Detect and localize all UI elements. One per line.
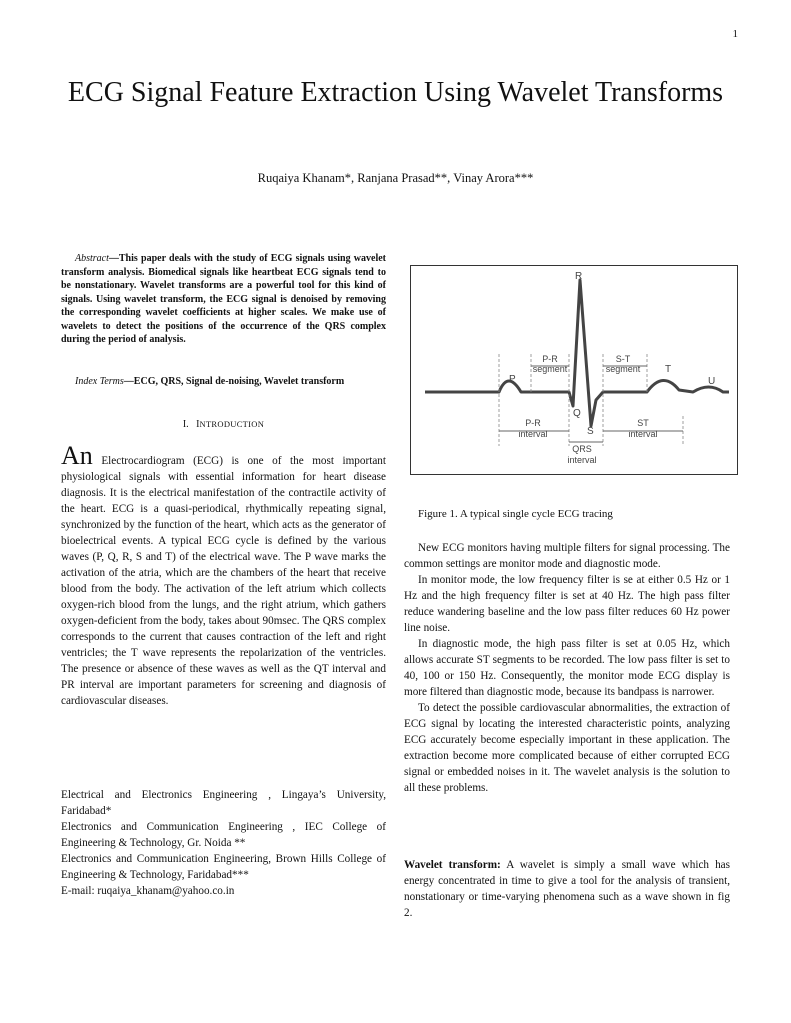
label-t: T: [665, 364, 672, 375]
index-terms: [61, 375, 386, 389]
intro-text: Electrocardiogram (ECG) is one of the most important physiological signals with essential information for heart disease diagnosis. It is the electrical manifestation of the contractile activity of the heart. ECG is a quasi-periodical, rhythmically repeating signal, synchronized by the function of the heart, which acts as the generator of bioelectrical events. A typical ECG cycle is defined by the various waves (P, Q, R, S and T) of the electrical wave. The P wave marks the activation of the atria, which are the chambers of the heart that receive blood from the body. The activation of the left atrium which collects oxygen-rich blood from the lungs, and the right atrium, which gathers oxygen-deficient from the body, takes about 90msec. The QRS complex corresponds to the current that causes contraction of the left and right ventricles; the T wave represents the repolarization of the ventricles. The presence or absence of these waves as well as the QT interval and PR interval are important parameters for screening and diagnosis of cardiovascular diseases.: [61, 455, 386, 707]
label-st-interval-1: ST: [637, 418, 649, 428]
label-u: U: [708, 376, 716, 387]
label-st-segment-1: S-T: [615, 354, 631, 364]
abstract-text: This paper deals with the study of ECG signals using wavelet transform analysis. Biomedical signals like heartbeat ECG signals tend to be nonstationary. Wavelet transforms are a powerful tool for this kind of signals. Using wavelet transform, the ECG signal is denoised by removing the corresponding wavelet coefficients at higher scales. We make use of wavelets to detect the positions of the occurrence of the QRS complex during the period of analysis.: [61, 253, 386, 345]
section-number: I.: [182, 419, 189, 430]
paragraph-diagnostic-mode: In diagnostic mode, the high pass filter is set at 0.05 Hz, which allows accurate ST segments to be recorded. The low pass filter is set to 40, 100 or 150 Hz. Consequently, the monitor mode ECG display is more filtered than diagnostic mode, because its bandpass is narrower.: [404, 638, 730, 698]
wavelet-heading: Wavelet transform:: [404, 859, 501, 871]
wavelet-text: A wavelet is simply a small wave which has energy concentrated in time to give a tool for the analysis of transient, nonstationary or time-varying phenomena such as a wave shown in fig 2.: [404, 859, 730, 919]
label-r: R: [575, 271, 583, 282]
paper-title: ECG Signal Feature Extraction Using Wavelet Transforms: [67, 77, 724, 108]
ecg-diagram: [411, 266, 737, 474]
affiliation-email: E-mail: ruqaiya_khanam@yahoo.co.in: [61, 885, 235, 897]
label-q: Q: [573, 408, 581, 419]
affiliation-1: Electrical and Electronics Engineering , Lingaya’s University, Faridabad*: [61, 789, 386, 817]
paragraph-monitors: New ECG monitors having multiple filters for signal processing. The common settings are monitor mode and diagnostic mode.: [404, 542, 730, 570]
section-heading: [61, 419, 386, 430]
page-number: 1: [732, 28, 738, 40]
label-pr-interval-2: interval: [518, 429, 548, 439]
right-column-text: [404, 540, 730, 796]
wave-labels: [509, 271, 715, 437]
label-s: S: [587, 426, 594, 437]
abstract-label: Abstract: [75, 253, 109, 264]
index-terms-dash: —: [123, 376, 134, 387]
label-pr-segment-2: segment: [532, 364, 568, 374]
section-title-rest: NTRODUCTION: [199, 419, 265, 429]
figure-caption: Figure 1. A typical single cycle ECG tracing: [418, 508, 613, 520]
author-list: Ruqaiya Khanam*, Ranjana Prasad**, Vinay Arora***: [257, 171, 534, 185]
ecg-waveform: [425, 280, 729, 426]
abstract-dash: —: [108, 253, 119, 264]
label-p: P: [509, 374, 516, 385]
label-st-interval-2: interval: [628, 429, 658, 439]
index-terms-text: ECG, QRS, Signal de-noising, Wavelet transform: [133, 376, 345, 387]
affiliation-2: Electronics and Communication Engineering , IEC College of Engineering & Technology, Gr. Noida **: [61, 821, 386, 849]
abstract: [61, 252, 386, 347]
label-pr-segment-1: P-R: [542, 354, 558, 364]
affiliations: [61, 787, 386, 899]
label-qrs-interval-1: QRS: [572, 444, 592, 454]
label-st-segment-2: segment: [605, 364, 641, 374]
label-pr-interval-1: P-R: [525, 418, 541, 428]
wavelet-paragraph: [404, 857, 730, 921]
paragraph-detection: To detect the possible cardiovascular abnormalities, the extraction of ECG signal by locating the interested characteristic points, analyzing ECG accurately become especially important in these application. The extraction become more complicated because of either corrupted ECG signal or embedded noises in it. The wavelet analysis is the solution to all these problems.: [404, 702, 730, 794]
affiliation-3: Electronics and Communication Engineering, Brown Hills College of Engineering & Technology, Faridabad***: [61, 853, 386, 881]
ecg-figure: [410, 265, 738, 475]
drop-cap: An: [61, 441, 93, 470]
section-first-letter: I: [196, 419, 200, 430]
label-qrs-interval-2: interval: [567, 455, 597, 465]
introduction-paragraph: [61, 441, 386, 709]
index-terms-label: Index Terms: [75, 376, 124, 387]
paragraph-monitor-mode: In monitor mode, the low frequency filter is se at either 0.5 Hz or 1 Hz and the high frequency filter is set at 40 Hz. The high pass filter reduce wandering baseline and the low pass filter reduces 60 Hz power line noise.: [404, 574, 730, 634]
